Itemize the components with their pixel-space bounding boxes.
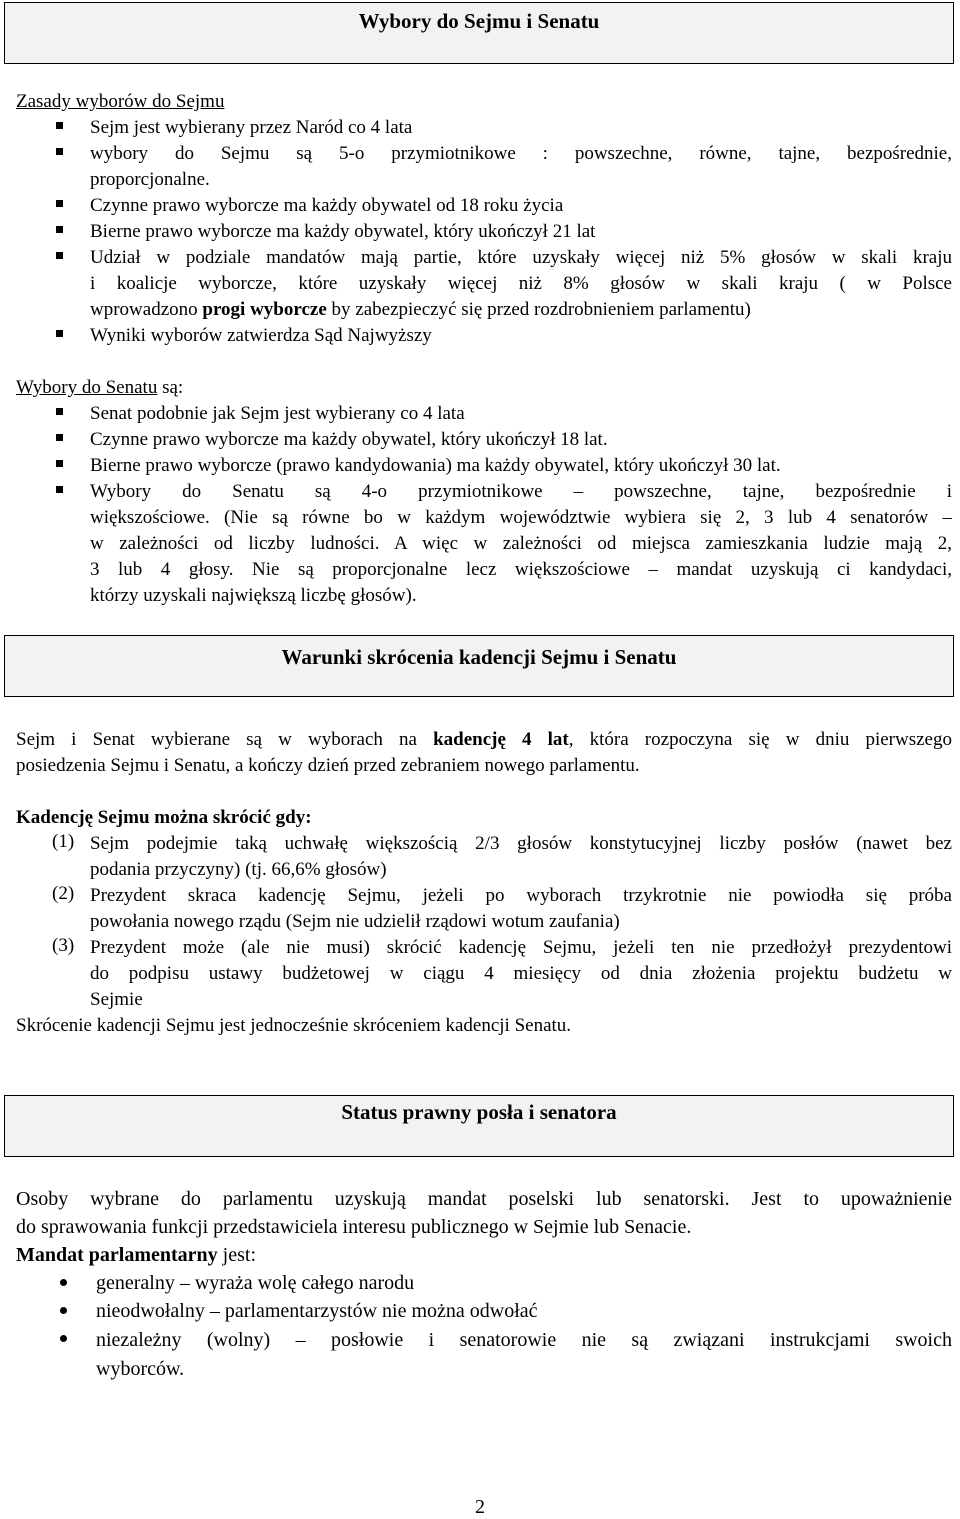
list-item: niezależny (wolny) – posłowie i senatorowie nie są związani instrukcjami swoich wyborców. bbox=[16, 1325, 952, 1383]
list-item: generalny – wyraża wolę całego narodu bbox=[16, 1269, 952, 1297]
senat-section bbox=[16, 375, 952, 609]
list-item: (1) Sejm podejmie taką uchwałę większością 2/3 głosów konstytucyjnej liczby posłów (nawet bez podania przyczyny) (tj. 66,6% głosów) bbox=[52, 831, 952, 880]
status-section: Osoby wybrane do parlamentu uzyskują mandat poselski lub senatorski. Jest to upoważnienie do sprawowania funkcji przedstawiciela interesu publicznego w Sejmie lub Senacie. Mandat parlamentarny jest: generalny – wyraża wolę całego narodu nieodwołalny – parlamentarzystów nie można odwołać niezależny (wolny) – posłowie i senatorowie nie są związani instrukcjami swoich wyborców. bbox=[16, 1185, 952, 1383]
list-item: Czynne prawo wyborcze ma każdy obywatel od 18 roku życia bbox=[16, 193, 952, 219]
list-item: (3) Prezydent może (ale nie musi) skrócić kadencję Sejmu, jeżeli ten nie przedłożył prezydentowi do podpisu ustawy budżetowej w ciągu 4 miesięcy od dnia złożenia projektu budżetu w Sejmie bbox=[52, 935, 952, 1010]
list-item: Czynne prawo wyborcze ma każdy obywatel, który ukończył 18 lat. bbox=[16, 427, 952, 453]
kadencja-paragraph: Sejm i Senat wybierane są w wyborach na kadencję 4 lat, która rozpoczyna się w dniu pierwszego bbox=[16, 729, 952, 750]
page-number: 2 bbox=[475, 1496, 485, 1518]
kadencja-section: Sejm i Senat wybierane są w wyborach na kadencję 4 lat, która rozpoczyna się w dniu pierwszego posiedzenia Sejmu i Senatu, a kończy dzień przed zebraniem nowego parlamentu. Kadencję Sejmu można skrócić gdy: (1) Sejm podejmie taką uchwałę większością 2/3 głosów konstytucyjnej liczby posłów (nawet bez podania przyczyny) (tj. 66,6% głosów) (2) Prezydent skraca kadencję Sejmu, jeżeli po wyborach trzykrotnie nie powiodła się próba powołania nowego rządu (Sejm nie udzielił rządowi wotum zaufania) (3) Prezydent może (ale nie musi) skrócić kadencję Sejmu, jeżeli ten nie przedłożył prezydentowi do podpisu ustawy budżetowej w ciągu 4 miesięcy od dnia złożenia projektu budżetu w Sejmie Skrócenie kadencji Sejmu jest jednocześnie skróceniem kadencji Senatu. bbox=[16, 727, 952, 1039]
list-item: Wyniki wyborów zatwierdza Sąd Najwyższy bbox=[16, 323, 952, 349]
list-item: nieodwołalny – parlamentarzystów nie można odwołać bbox=[16, 1297, 952, 1325]
section-title-wybory: Wybory do Sejmu i Senatu bbox=[358, 9, 600, 33]
senat-list bbox=[16, 401, 952, 609]
mandat-list bbox=[16, 1269, 952, 1383]
section-header-kadencja bbox=[4, 635, 954, 697]
kadencja-heading: Kadencję Sejmu można skrócić gdy: bbox=[16, 807, 312, 828]
section-header-status bbox=[4, 1095, 954, 1157]
section-title-kadencja: Warunki skrócenia kadencji Sejmu i Senatu bbox=[281, 645, 677, 669]
list-item: wybory do Sejmu są 5-o przymiotnikowe : powszechne, równe, tajne, bezpośrednie, proporcjonalne. bbox=[16, 141, 952, 193]
list-item: Senat podobnie jak Sejm jest wybierany co 4 lata bbox=[16, 401, 952, 427]
list-item: Bierne prawo wyborcze ma każdy obywatel, który ukończył 21 lat bbox=[16, 219, 952, 245]
kadencja-term: kadencję 4 lat bbox=[433, 729, 569, 750]
sejm-list bbox=[16, 115, 952, 349]
sejm-section bbox=[16, 89, 952, 349]
list-item: Sejm jest wybierany przez Naród co 4 lata bbox=[16, 115, 952, 141]
mandat-heading: Mandat parlamentarny jest: bbox=[16, 1244, 257, 1266]
list-item: Bierne prawo wyborcze (prawo kandydowania) ma każdy obywatel, który ukończył 30 lat. bbox=[16, 453, 952, 479]
list-item: (2) Prezydent skraca kadencję Sejmu, jeżeli po wyborach trzykrotnie nie powiodła się próba powołania nowego rządu (Sejm nie udzielił rządowi wotum zaufania) bbox=[52, 883, 952, 932]
list-item: Udział w podziale mandatów mają partie, które uzyskały więcej niż 5% głosów w skali kraju i koalicje wyborcze, które uzyskały więcej niż 8% głosów w skali kraju ( w Polsce wprowadzono progi wyborcze by zabezpieczyć się przed rozdrobnieniem parlamentu) bbox=[16, 245, 952, 323]
section-header-wybory bbox=[4, 2, 954, 64]
list-item: Wybory do Senatu są 4-o przymiotnikowe – powszechne, tajne, bezpośrednie i większościowe. (Nie są równe bo w każdym województwie wybiera się 2, 3 lub 4 senatorów – w zależności od liczby ludności. A więc w zależności od miejsca zamieszkania ludzie mają 2, 3 lub 4 głosy. Nie są proporcjonalne lecz większościowe – mandat uzyskują ci kandydaci, którzy uzyskali największą liczbę głosów). bbox=[16, 479, 952, 609]
kadencja-list bbox=[16, 831, 952, 1013]
kadencja-closing: Skrócenie kadencji Sejmu jest jednocześnie skróceniem kadencji Senatu. bbox=[16, 1015, 572, 1036]
progi-wyborcze-term: progi wyborcze bbox=[202, 299, 327, 320]
sejm-heading: Zasady wyborów do Sejmu bbox=[16, 91, 225, 112]
senat-heading: Wybory do Senatu są: bbox=[16, 377, 184, 398]
section-title-status: Status prawny posła i senatora bbox=[341, 1100, 617, 1124]
